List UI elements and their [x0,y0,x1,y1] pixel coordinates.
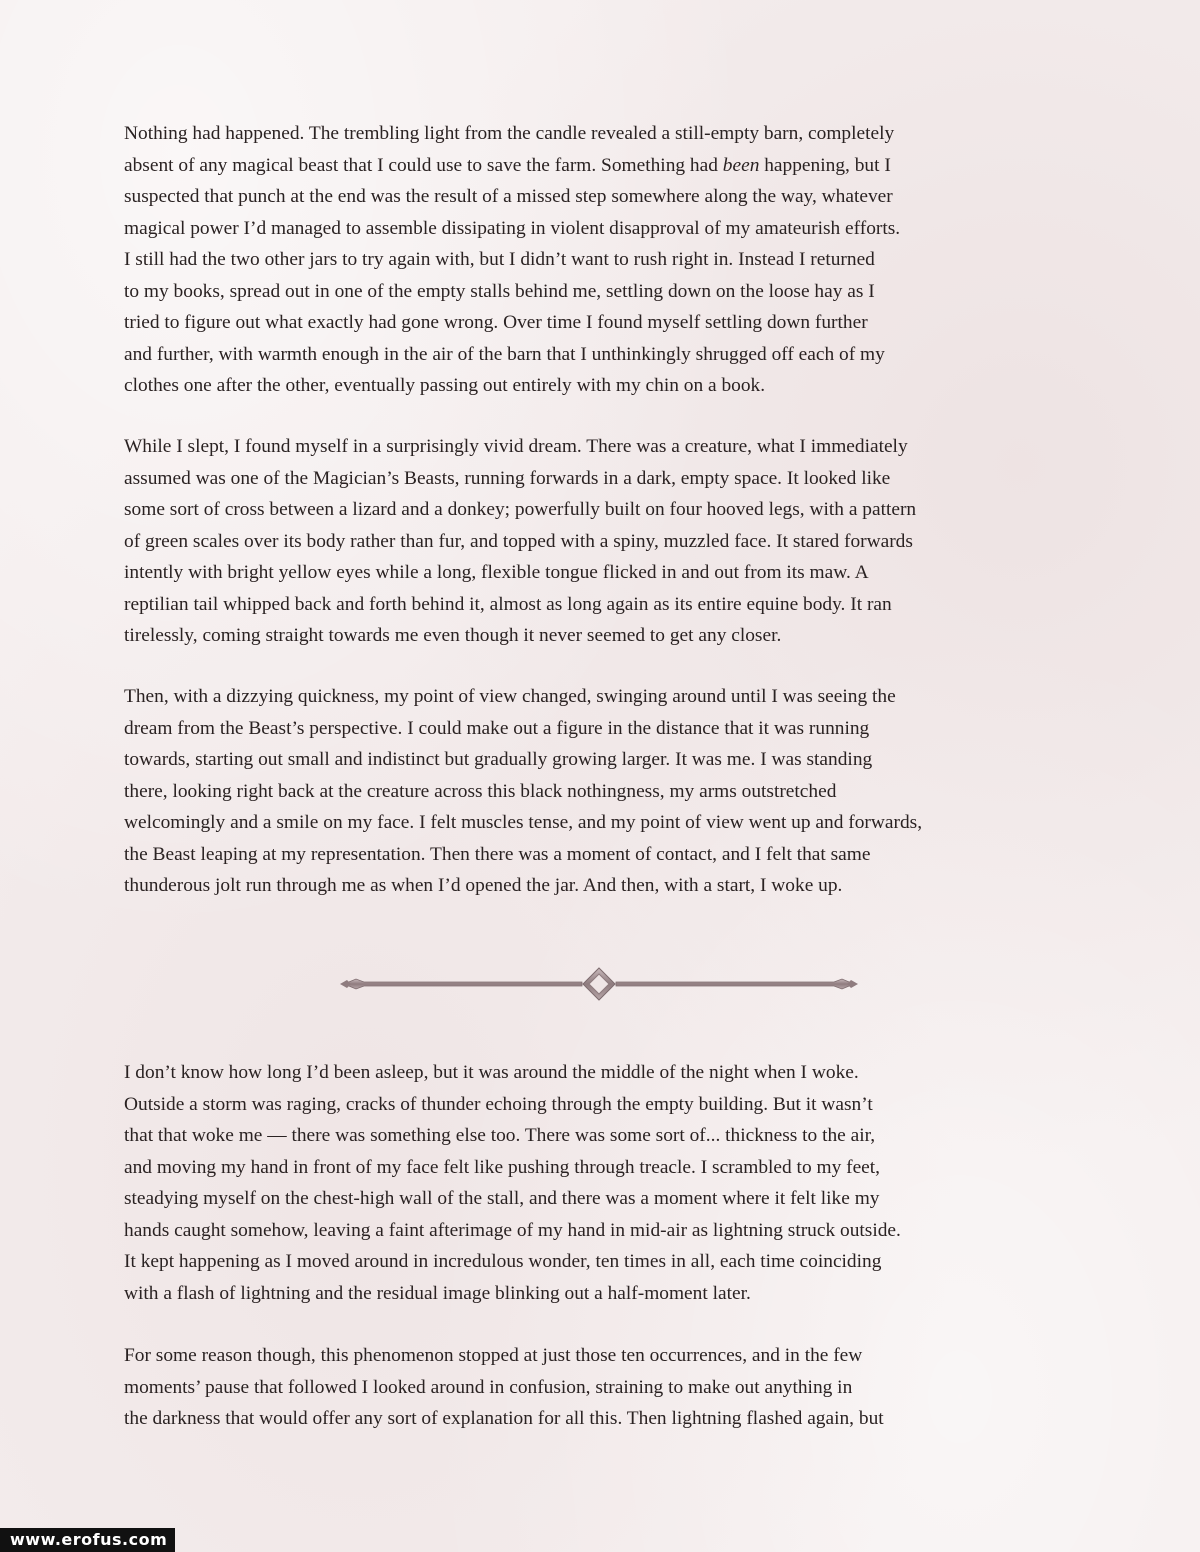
text-line: magical power I’d managed to assemble dissipating in violent disapproval of my amateurish efforts. [124,217,901,239]
text-line: welcomingly and a smile on my face. I felt muscles tense, and my point of view went up and forwards, [124,812,923,833]
paragraph-1 [124,118,1084,402]
text-line: Then, with a dizzying quickness, my point of view changed, swinging around until I was seeing the [124,686,896,707]
text-line: towards, starting out small and indistinct but gradually growing larger. It was me. I was standing [124,749,873,770]
text-line: While I slept, I found myself in a surprisingly vivid dream. There was a creature, what I immediately [124,436,908,457]
text-line: tried to figure out what exactly had gone wrong. Over time I found myself settling down further [124,312,868,333]
text-line: of green scales over its body rather than fur, and topped with a spiny, muzzled face. It stared forwards [124,530,913,552]
text-line: there, looking right back at the creature across this black nothingness, my arms outstretched [124,780,837,802]
text-line: tirelessly, coming straight towards me even though it never seemed to get any closer. [124,625,782,646]
text-line: moments’ pause that followed I looked around in confusion, straining to make out anything in [124,1376,853,1398]
text-line: Outside a storm was raging, cracks of thunder echoing through the empty building. But it wasn’t [124,1093,873,1115]
emphasis-text: been [722,154,760,176]
text-line: to my books, spread out in one of the empty stalls behind me, settling down on the loose hay as I [124,280,875,302]
text-line: It kept happening as I moved around in incredulous wonder, ten times in all, each time coinciding [124,1251,882,1272]
text-line: thunderous jolt run through me as when I’d opened the jar. And then, with a start, I woke up. [124,875,843,896]
text-line: some sort of cross between a lizard and a donkey; powerfully built on four hooved legs, with a pattern [124,499,917,520]
text-segment: happening, but I [759,154,891,176]
ornamental-divider [336,962,862,1006]
text-line: reptilian tail whipped back and forth behind it, almost as long again as its entire equine body. It ran [124,593,892,615]
text-line: steadying myself on the chest-high wall of the stall, and there was a moment where it felt like my [124,1188,880,1209]
text-line: I still had the two other jars to try again with, but I didn’t want to rush right in. Instead I returned [124,249,875,270]
text-line: assumed was one of the Magician’s Beasts, running forwards in a dark, empty space. It looked like [124,467,891,489]
text-segment: absent of any magical beast that I could use to save the farm. Something had [124,154,723,176]
paragraph-4 [124,1057,1084,1309]
text-line: dream from the Beast’s perspective. I could make out a figure in the distance that it was running [124,717,870,739]
text-line: I don’t know how long I’d been asleep, but it was around the middle of the night when I woke. [124,1062,859,1083]
paragraph-2 [124,431,1084,652]
text-line: the darkness that would offer any sort of explanation for all this. Then lightning flashed again, but [124,1408,884,1429]
divider-diamond-icon [583,968,615,1000]
text-line: and moving my hand in front of my face felt like pushing through treacle. I scrambled to my feet, [124,1156,881,1178]
text-line: hands caught somehow, leaving a faint afterimage of my hand in mid-air as lightning struck outside. [124,1219,901,1241]
paragraph-3 [124,681,1084,902]
paragraph-5 [124,1340,1084,1435]
text-line: with a flash of lightning and the residual image blinking out a half-moment later. [124,1282,751,1304]
text-line: the Beast leaping at my representation. Then there was a moment of contact, and I felt that same [124,843,871,865]
text-line: clothes one after the other, eventually passing out entirely with my chin on a book. [124,375,766,396]
text-line: For some reason though, this phenomenon stopped at just those ten occurrences, and in the few [124,1345,863,1366]
text-line: and further, with warmth enough in the air of the barn that I unthinkingly shrugged off each of my [124,343,885,365]
text-line: Nothing had happened. The trembling light from the candle revealed a still-empty barn, completely [124,123,895,144]
text-line: intently with bright yellow eyes while a long, flexible tongue flicked in and out from its maw. A [124,562,869,583]
text-line: suspected that punch at the end was the result of a missed step somewhere along the way, whatever [124,186,893,207]
text-line: that that woke me — there was something else too. There was some sort of... thickness to the air, [124,1125,876,1146]
text-line [124,150,1084,182]
watermark-link[interactable]: www.erofus.com [0,1528,175,1552]
